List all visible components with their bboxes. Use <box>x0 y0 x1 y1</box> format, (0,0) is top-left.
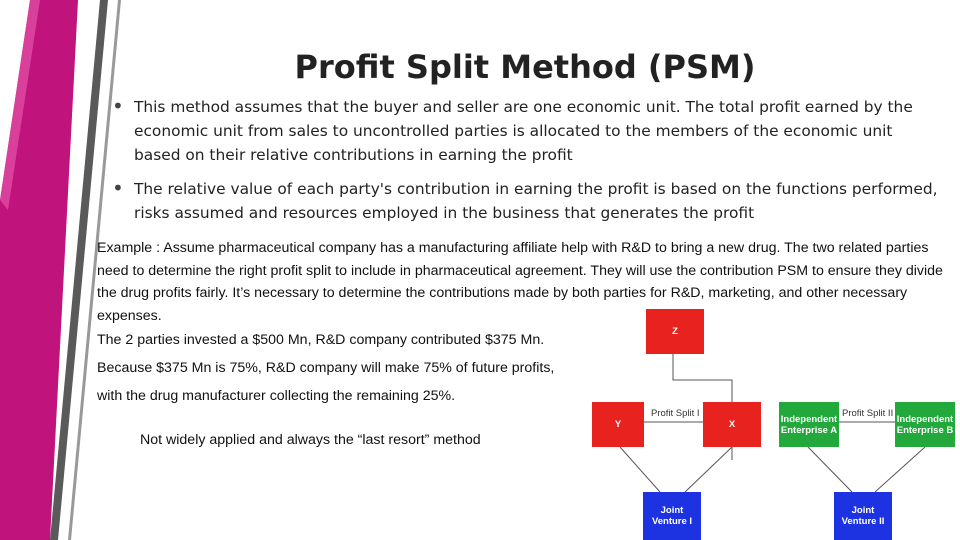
remaining-line: with the drug manufacturer collecting the remaining 25%. <box>97 388 456 404</box>
bullet-text: The relative value of each party's contribution in earning the profit is based on the functions performed, risks assumed and resources employed in the business that generates the profit <box>134 180 938 222</box>
arrow-x-jv <box>685 447 732 492</box>
box-enterprise-b: Independent Enterprise B <box>895 402 955 447</box>
example-text: Example : Assume pharmaceutical company has a manufacturing affiliate help with R&D to bring a new drug. The two related parties need to determine the right profit split to include in pharmaceutical agreement. They will use the contribution PSM to ensure they divide the drug profits fairly. It’s necessary to determine the contributions made by both parties for R&D, marketing, and other necessary expenses. <box>97 240 943 324</box>
arrow-y-jv <box>620 447 660 492</box>
page-title: Profit Split Method (PSM) <box>294 48 756 86</box>
profit-split-2-label: Profit Split II <box>842 408 894 419</box>
box-joint-venture-2: Joint Venture II <box>834 492 892 540</box>
arrow-a-jv <box>808 447 852 492</box>
box-y: Y <box>592 402 644 447</box>
bullet-text: This method assumes that the buyer and seller are one economic unit. The total profit earned by the economic unit from sales to uncontrolled parties is allocated to the members of the economic unit based on their relative contributions in earning the profit <box>134 98 913 164</box>
box-z: Z <box>646 309 704 354</box>
box-x: X <box>703 402 761 447</box>
investment-line: The 2 parties invested a $500 Mn, R&D company contributed $375 Mn. <box>97 332 545 348</box>
arrow-b-jv <box>875 447 925 492</box>
profit-split-1-label: Profit Split I <box>651 408 700 419</box>
bullet-dot: • <box>112 176 124 200</box>
percentage-line: Because $375 Mn is 75%, R&D company will make 75% of future profits, <box>97 360 555 376</box>
bullet-dot: • <box>112 94 124 118</box>
box-enterprise-a: Independent Enterprise A <box>779 402 839 447</box>
box-joint-venture-1: Joint Venture I <box>643 492 701 540</box>
note-text: Not widely applied and always the “last resort” method <box>140 432 481 448</box>
